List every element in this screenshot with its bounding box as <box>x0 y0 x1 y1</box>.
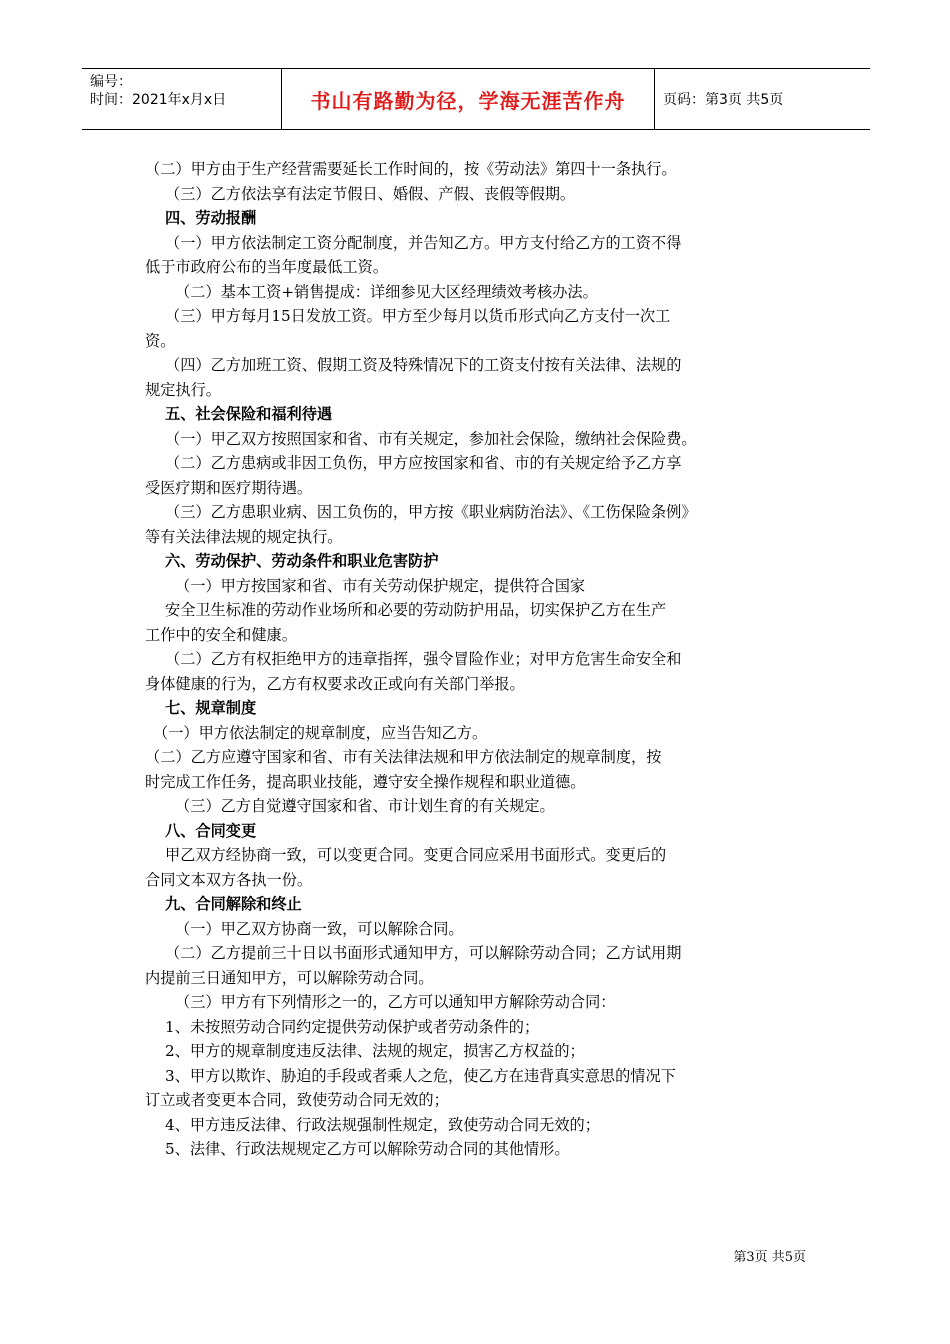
paragraph-line: 3、甲方以欺诈、胁迫的手段或者乘人之危，使乙方在违背真实意思的情况下 <box>165 1066 676 1085</box>
paragraph-line: 等有关法律法规的规定执行。 <box>145 527 343 546</box>
paragraph-line: （一）甲方按国家和省、市有关劳动保护规定，提供符合国家 <box>175 576 586 595</box>
header-motto-cell <box>282 69 655 129</box>
document-body <box>145 157 812 1162</box>
paragraph-line: （二）甲方由于生产经营需要延长工作时间的，按《劳动法》第四十一条执行。 <box>145 160 677 178</box>
section-heading: 七、规章制度 <box>165 699 257 717</box>
paragraph-line: 时完成工作任务，提高职业技能，遵守安全操作规程和职业道德。 <box>145 772 586 791</box>
paragraph-line: 身体健康的行为，乙方有权要求改正或向有关部门举报。 <box>145 674 525 693</box>
document-number-label: 编号： <box>90 74 132 90</box>
header-motto: 书山有路勤为径，学海无涯苦作舟 <box>310 88 626 113</box>
paragraph-line: （二）乙方患病或非因工负伤，甲方应按国家和省、市的有关规定给予乙方享 <box>165 454 682 472</box>
paragraph-line: （三）甲方每月15日发放工资。甲方至少每月以货币形式向乙方支付一次工 <box>165 307 671 325</box>
section-heading: 八、合同变更 <box>165 821 257 840</box>
header-page-cell <box>655 69 870 129</box>
section-heading: 九、合同解除和终止 <box>165 895 302 913</box>
paragraph-line: （一）甲方依法制定工资分配制度，并告知乙方。甲方支付给乙方的工资不得 <box>165 233 682 252</box>
page-header <box>82 68 870 130</box>
paragraph-line: 低于市政府公布的当年度最低工资。 <box>145 258 388 276</box>
paragraph-line: （二）基本工资+销售提成：详细参见大区经理绩效考核办法。 <box>175 282 598 301</box>
paragraph-line: （一）甲方依法制定的规章制度，应当告知乙方。 <box>153 723 488 742</box>
paragraph-line: 规定执行。 <box>145 380 221 399</box>
paragraph-line: 资。 <box>145 331 176 350</box>
paragraph-line: 工作中的安全和健康。 <box>145 625 297 644</box>
paragraph-line: （二）乙方提前三十日以书面形式通知甲方，可以解除劳动合同；乙方试用期 <box>165 944 682 962</box>
paragraph-line: 5、法律、行政法规规定乙方可以解除劳动合同的其他情形。 <box>165 1140 570 1158</box>
paragraph-line: 甲乙双方经协商一致，可以变更合同。变更合同应采用书面形式。变更后的 <box>165 846 667 864</box>
paragraph-line: （一）甲乙双方按照国家和省、市有关规定，参加社会保险，缴纳社会保险费。 <box>165 429 697 448</box>
section-heading: 四、劳动报酬 <box>165 209 257 227</box>
paragraph-line: 2、甲方的规章制度违反法律、法规的规定，损害乙方权益的； <box>165 1042 585 1060</box>
paragraph-line: 安全卫生标准的劳动作业场所和必要的劳动防护用品，切实保护乙方在生产 <box>165 601 667 619</box>
paragraph-line: （二）乙方有权拒绝甲方的违章指挥，强令冒险作业；对甲方危害生命安全和 <box>165 650 682 668</box>
section-heading: 五、社会保险和福利待遇 <box>165 405 333 423</box>
header-page-number: 页码：第3页 共5页 <box>663 92 784 108</box>
header-meta <box>82 69 282 129</box>
paragraph-line: 1、未按照劳动合同约定提供劳动保护或者劳动条件的； <box>165 1017 540 1036</box>
footer-page-number: 第3页 共5页 <box>733 1250 806 1265</box>
paragraph-line: 合同文本双方各执一份。 <box>145 870 313 889</box>
paragraph-line: （三）乙方自觉遵守国家和省、市计划生育的有关规定。 <box>175 797 555 815</box>
paragraph-line: （三）乙方患职业病、因工负伤的，甲方按《职业病防治法》、《工伤保险条例》 <box>165 503 697 521</box>
paragraph-line: 4、甲方违反法律、行政法规强制性规定，致使劳动合同无效的； <box>165 1115 600 1134</box>
paragraph-line: （二）乙方应遵守国家和省、市有关法律法规和甲方依法制定的规章制度，按 <box>145 748 662 766</box>
paragraph-line: 内提前三日通知甲方，可以解除劳动合同。 <box>145 968 434 987</box>
document-date-label: 时间：2021年x月x日 <box>90 92 227 108</box>
paragraph-line: （三）甲方有下列情形之一的，乙方可以通知甲方解除劳动合同： <box>175 993 616 1011</box>
paragraph-line: （一）甲乙双方协商一致，可以解除合同。 <box>175 919 464 938</box>
paragraph-line: （三）乙方依法享有法定节假日、婚假、产假、丧假等假期。 <box>165 184 576 203</box>
section-heading: 六、劳动保护、劳动条件和职业危害防护 <box>165 552 439 570</box>
paragraph-line: （四）乙方加班工资、假期工资及特殊情况下的工资支付按有关法律、法规的 <box>165 356 682 374</box>
paragraph-line: 订立或者变更本合同，致使劳动合同无效的； <box>145 1091 449 1109</box>
paragraph-line: 受医疗期和医疗期待遇。 <box>145 478 313 497</box>
